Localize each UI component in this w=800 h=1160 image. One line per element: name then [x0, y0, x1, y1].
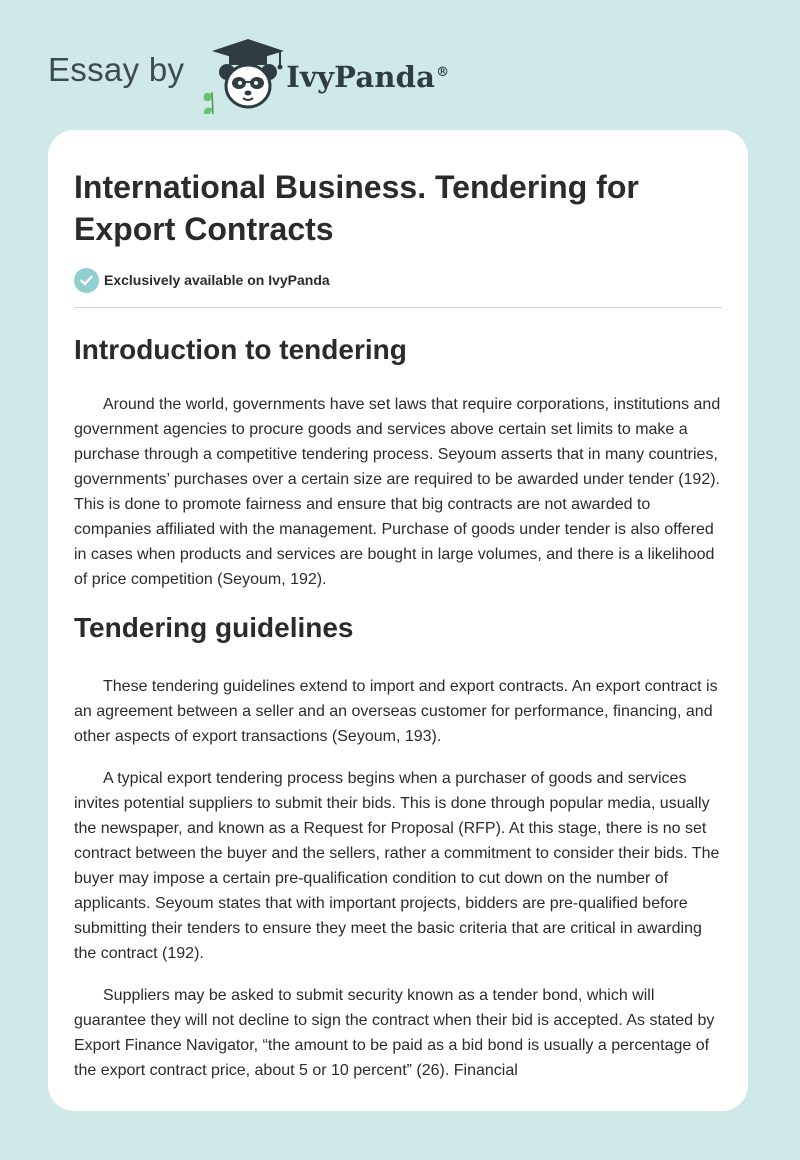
- section-heading: Tendering guidelines: [74, 612, 354, 643]
- title-divider: [74, 307, 722, 308]
- brand-name[interactable]: IvyPanda®: [286, 60, 450, 94]
- paragraph: A typical export tendering process begins when a purchaser of goods and services invites potential suppliers to submit their bids. This is done through popular media, usually the newspaper, and known as a Request for Proposal (RFP). At this stage, there is no set contract between the buyer and the sellers, rather a commitment to consider their bids. The buyer may impose a certain pre-qualification condition to cut down on the number of applicants. Seyoum states that with important projects, bidders are pre-qualified before submitting their tenders to ensure they meet the basic criteria that are critical in awarding the contract (192).: [74, 770, 720, 962]
- paragraph: These tendering guidelines extend to import and export contracts. An export contract is an agreement between a seller and an overseas customer for performance, financing, and other aspects of export transactions (Seyoum, 193).: [74, 678, 718, 745]
- section-introduction: [74, 332, 722, 592]
- registered-mark: ®: [436, 65, 450, 81]
- check-circle-icon: [74, 268, 99, 293]
- paragraph: Suppliers may be asked to submit security known as a tender bond, which will guarantee they will not decline to sign the contract when their bid is accepted. As stated by Export Finance Navigator, “the amount to be paid as a bid bond is usually a percentage of the export contract price, about 5 or 10 percent” (26). Financial: [74, 987, 715, 1079]
- site-header: [48, 34, 449, 114]
- panda-logo-icon[interactable]: [198, 34, 294, 114]
- section-guidelines: [74, 610, 722, 1083]
- brand-prefix: Essay by: [48, 51, 185, 88]
- exclusive-badge: [74, 267, 722, 293]
- paragraph: Around the world, governments have set laws that require corporations, institutions and government agencies to procure goods and services above certain set limits to make a purchase through a competitive tendering process. Seyoum asserts that in many countries, governments’ purchases over a certain size are required to be awarded under tender (192). This is done to promote fairness and ensure that big contracts are not awarded to companies affiliated with the management. Purchase of goods under tender is also offered in cases when products and services are bought in large volumes, and there is a likelihood of price competition (Seyoum, 192).: [74, 396, 721, 588]
- exclusive-label: Exclusively available on IvyPanda: [104, 272, 330, 288]
- page-title: International Business. Tendering for Export Contracts: [74, 169, 639, 247]
- essay-card: [48, 130, 748, 1111]
- section-heading: Introduction to tendering: [74, 334, 407, 365]
